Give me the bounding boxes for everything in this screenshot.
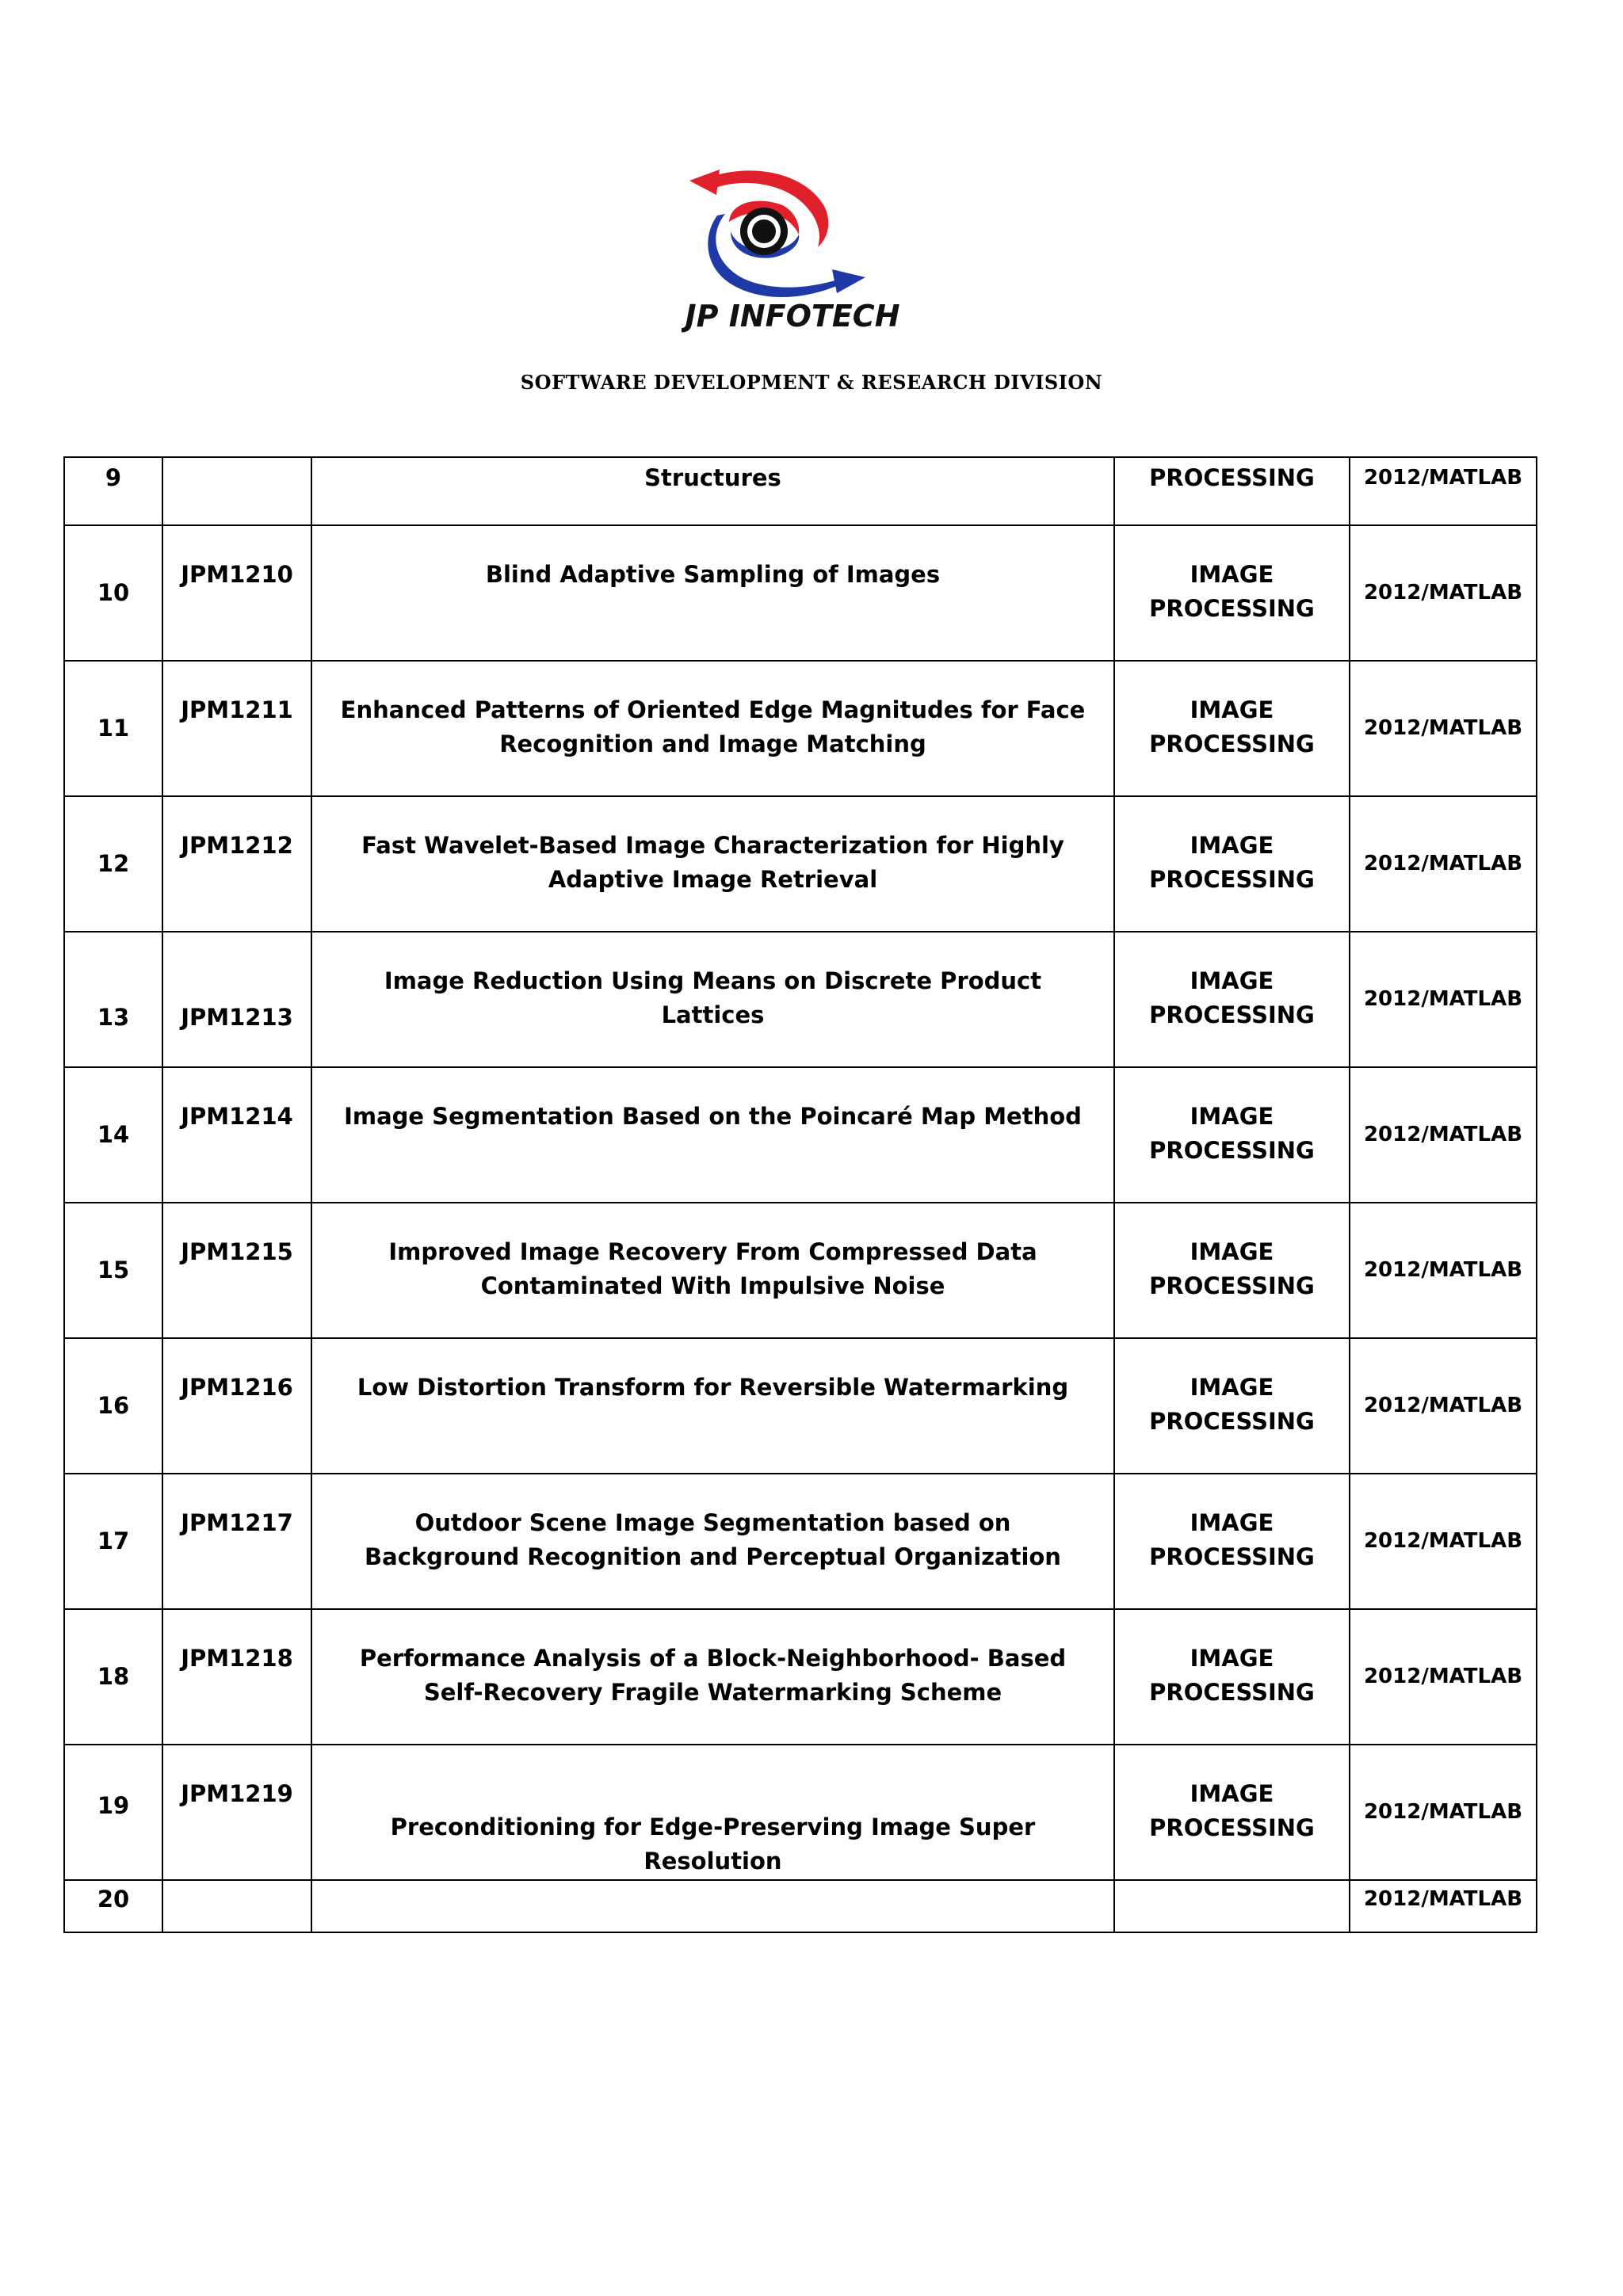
row-number-cell: 10 <box>64 525 162 661</box>
project-table-body <box>64 457 1537 1932</box>
table-row <box>64 457 1537 525</box>
project-domain-cell: IMAGE PROCESSING <box>1114 1067 1350 1203</box>
project-domain-cell: IMAGE PROCESSING <box>1114 661 1350 796</box>
row-number-cell: 20 <box>64 1880 162 1932</box>
row-number-cell: 17 <box>64 1474 162 1609</box>
table-row <box>64 1067 1537 1203</box>
project-domain-cell: PROCESSING <box>1114 457 1350 525</box>
project-code-cell: JPM1214 <box>162 1067 311 1203</box>
project-code-cell: JPM1211 <box>162 661 311 796</box>
table-row <box>64 1609 1537 1745</box>
project-title-cell: Image Reduction Using Means on Discrete Product Lattices <box>311 932 1114 1067</box>
project-title-cell: Preconditioning for Edge-Preserving Image Super Resolution <box>311 1745 1114 1880</box>
project-code-cell: JPM1218 <box>162 1609 311 1745</box>
project-year-cell: 2012/MATLAB <box>1350 1067 1537 1203</box>
project-domain-cell: IMAGE PROCESSING <box>1114 1474 1350 1609</box>
project-title-cell: Improved Image Recovery From Compressed Data Contaminated With Impulsive Noise <box>311 1203 1114 1338</box>
company-logo <box>682 158 903 333</box>
project-year-cell: 2012/MATLAB <box>1350 1880 1537 1932</box>
project-domain-cell: IMAGE PROCESSING <box>1114 1203 1350 1338</box>
project-domain-cell: IMAGE PROCESSING <box>1114 796 1350 932</box>
row-number-cell: 14 <box>64 1067 162 1203</box>
row-number-cell: 16 <box>64 1338 162 1474</box>
project-domain-cell: IMAGE PROCESSING <box>1114 932 1350 1067</box>
row-number-cell: 11 <box>64 661 162 796</box>
project-domain-cell: IMAGE PROCESSING <box>1114 1745 1350 1880</box>
table-row <box>64 1203 1537 1338</box>
table-row <box>64 1880 1537 1932</box>
project-title-cell: Blind Adaptive Sampling of Images <box>311 525 1114 661</box>
project-year-cell: 2012/MATLAB <box>1350 525 1537 661</box>
project-code-cell: JPM1219 <box>162 1745 311 1880</box>
project-year-cell: 2012/MATLAB <box>1350 1745 1537 1880</box>
project-table <box>63 456 1537 1933</box>
table-row <box>64 932 1537 1067</box>
project-year-cell: 2012/MATLAB <box>1350 1474 1537 1609</box>
row-number-cell: 13 <box>64 932 162 1067</box>
project-title-cell: Fast Wavelet-Based Image Characterization for Highly Adaptive Image Retrieval <box>311 796 1114 932</box>
project-code-cell: JPM1212 <box>162 796 311 932</box>
project-code-cell <box>162 457 311 525</box>
project-code-cell: JPM1215 <box>162 1203 311 1338</box>
project-title-cell: Image Segmentation Based on the Poincaré Map Method <box>311 1067 1114 1203</box>
project-title-cell: Enhanced Patterns of Oriented Edge Magnitudes for Face Recognition and Image Matching <box>311 661 1114 796</box>
project-year-cell: 2012/MATLAB <box>1350 796 1537 932</box>
project-domain-cell: IMAGE PROCESSING <box>1114 1609 1350 1745</box>
row-number-cell: 9 <box>64 457 162 525</box>
project-title-cell: Structures <box>311 457 1114 525</box>
project-title-cell: Low Distortion Transform for Reversible Watermarking <box>311 1338 1114 1474</box>
project-year-cell: 2012/MATLAB <box>1350 1609 1537 1745</box>
table-row <box>64 1474 1537 1609</box>
project-title-cell: Performance Analysis of a Block-Neighborhood- Based Self-Recovery Fragile Watermarking Scheme <box>311 1609 1114 1745</box>
project-year-cell: 2012/MATLAB <box>1350 1203 1537 1338</box>
project-code-cell: JPM1210 <box>162 525 311 661</box>
row-number-cell: 18 <box>64 1609 162 1745</box>
project-domain-cell: IMAGE PROCESSING <box>1114 525 1350 661</box>
project-title-cell <box>311 1880 1114 1932</box>
table-row <box>64 796 1537 932</box>
project-code-cell: JPM1217 <box>162 1474 311 1609</box>
row-number-cell: 19 <box>64 1745 162 1880</box>
row-number-cell: 12 <box>64 796 162 932</box>
logo-wordmark: JP INFOTECH <box>685 299 900 333</box>
table-row <box>64 1338 1537 1474</box>
project-title-cell: Outdoor Scene Image Segmentation based on Background Recognition and Perceptual Organization <box>311 1474 1114 1609</box>
project-year-cell: 2012/MATLAB <box>1350 457 1537 525</box>
project-domain-cell: IMAGE PROCESSING <box>1114 1338 1350 1474</box>
project-code-cell <box>162 1880 311 1932</box>
project-year-cell: 2012/MATLAB <box>1350 661 1537 796</box>
project-domain-cell <box>1114 1880 1350 1932</box>
table-row <box>64 1745 1537 1880</box>
table-row <box>64 525 1537 661</box>
project-code-cell: JPM1216 <box>162 1338 311 1474</box>
project-code-cell: JPM1213 <box>162 932 311 1067</box>
division-heading: SOFTWARE DEVELOPMENT & RESEARCH DIVISION <box>520 371 1103 394</box>
table-row <box>64 661 1537 796</box>
project-year-cell: 2012/MATLAB <box>1350 932 1537 1067</box>
project-year-cell: 2012/MATLAB <box>1350 1338 1537 1474</box>
row-number-cell: 15 <box>64 1203 162 1338</box>
